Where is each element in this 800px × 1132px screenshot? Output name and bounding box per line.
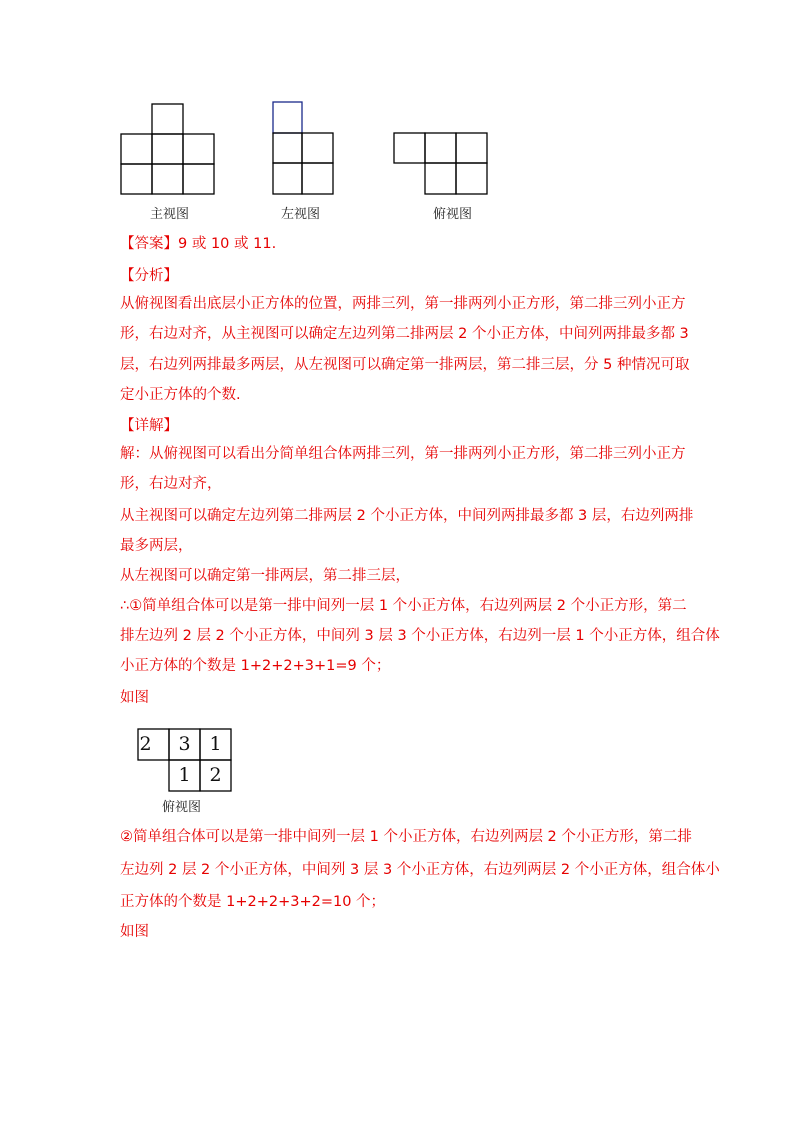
answer-label: 【答案】 bbox=[120, 236, 178, 252]
detail-line-2: 形，右边对齐， bbox=[120, 476, 222, 492]
case2-line-4: 如图 bbox=[120, 924, 149, 940]
answer-text: 9 或 10 或 11. bbox=[178, 236, 277, 252]
analysis-line-4: 定小正方体的个数. bbox=[120, 387, 241, 403]
grid-cell-r1-c2: 3 bbox=[178, 733, 191, 755]
analysis-line-2: 形，右边对齐，从主视图可以确定左边列第二排两层 2 个小正方体，中间列两排最多都 3 bbox=[120, 326, 689, 342]
left-view-caption: 左视图 bbox=[281, 207, 321, 222]
detail-line-9: 如图 bbox=[120, 690, 149, 706]
detail-line-8: 小正方体的个数是 1+2+2+3+1=9 个； bbox=[120, 658, 391, 674]
grid-cell-r2-c2: 1 bbox=[178, 764, 191, 786]
case2-line-1: ②简单组合体可以是第一排中间列一层 1 个小正方体，右边列两层 2 个小正方形，第二排 bbox=[120, 829, 692, 845]
analysis-line-3: 层，右边列两排最多两层，从左视图可以确定第一排两层，第二排三层，分 5 种情况可取 bbox=[120, 357, 690, 373]
grid-cell-r1-c3: 1 bbox=[209, 733, 222, 755]
detail-line-1: 解：从俯视图可以看出分简单组合体两排三列，第一排两列小正方形，第二排三列小正方 bbox=[120, 446, 686, 462]
detail-line-5: 从左视图可以确定第一排两层，第二排三层， bbox=[120, 568, 410, 584]
case2-line-2: 左边列 2 层 2 个小正方体，中间列 3 层 3 个小正方体，右边列两层 2 个小正方体，组合体小 bbox=[120, 862, 720, 878]
grid-cell-r1-c1: 2 bbox=[139, 733, 152, 755]
detail-label: 【详解】 bbox=[120, 418, 178, 434]
detail-line-4: 最多两层， bbox=[120, 538, 193, 554]
detail-line-6: ∴①简单组合体可以是第一排中间列一层 1 个小正方体，右边列两层 2 个小正方形，第二 bbox=[120, 598, 687, 614]
analysis-label: 【分析】 bbox=[120, 268, 178, 284]
grid-caption: 俯视图 bbox=[162, 800, 202, 815]
case2-line-3: 正方体的个数是 1+2+2+3+2=10 个； bbox=[120, 894, 386, 910]
detail-line-3: 从主视图可以确定左边列第二排两层 2 个小正方体，中间列两排最多都 3 层，右边列两排 bbox=[120, 508, 694, 524]
main-view-caption: 主视图 bbox=[150, 207, 190, 222]
detail-line-7: 排左边列 2 层 2 个小正方体，中间列 3 层 3 个小正方体，右边列一层 1 个小正方体，组合体 bbox=[120, 628, 720, 644]
analysis-line-1: 从俯视图看出底层小正方体的位置，两排三列，第一排两列小正方形，第二排三列小正方 bbox=[120, 296, 686, 312]
grid-cell-r2-c3: 2 bbox=[209, 764, 222, 786]
top-view-caption: 俯视图 bbox=[433, 207, 473, 222]
